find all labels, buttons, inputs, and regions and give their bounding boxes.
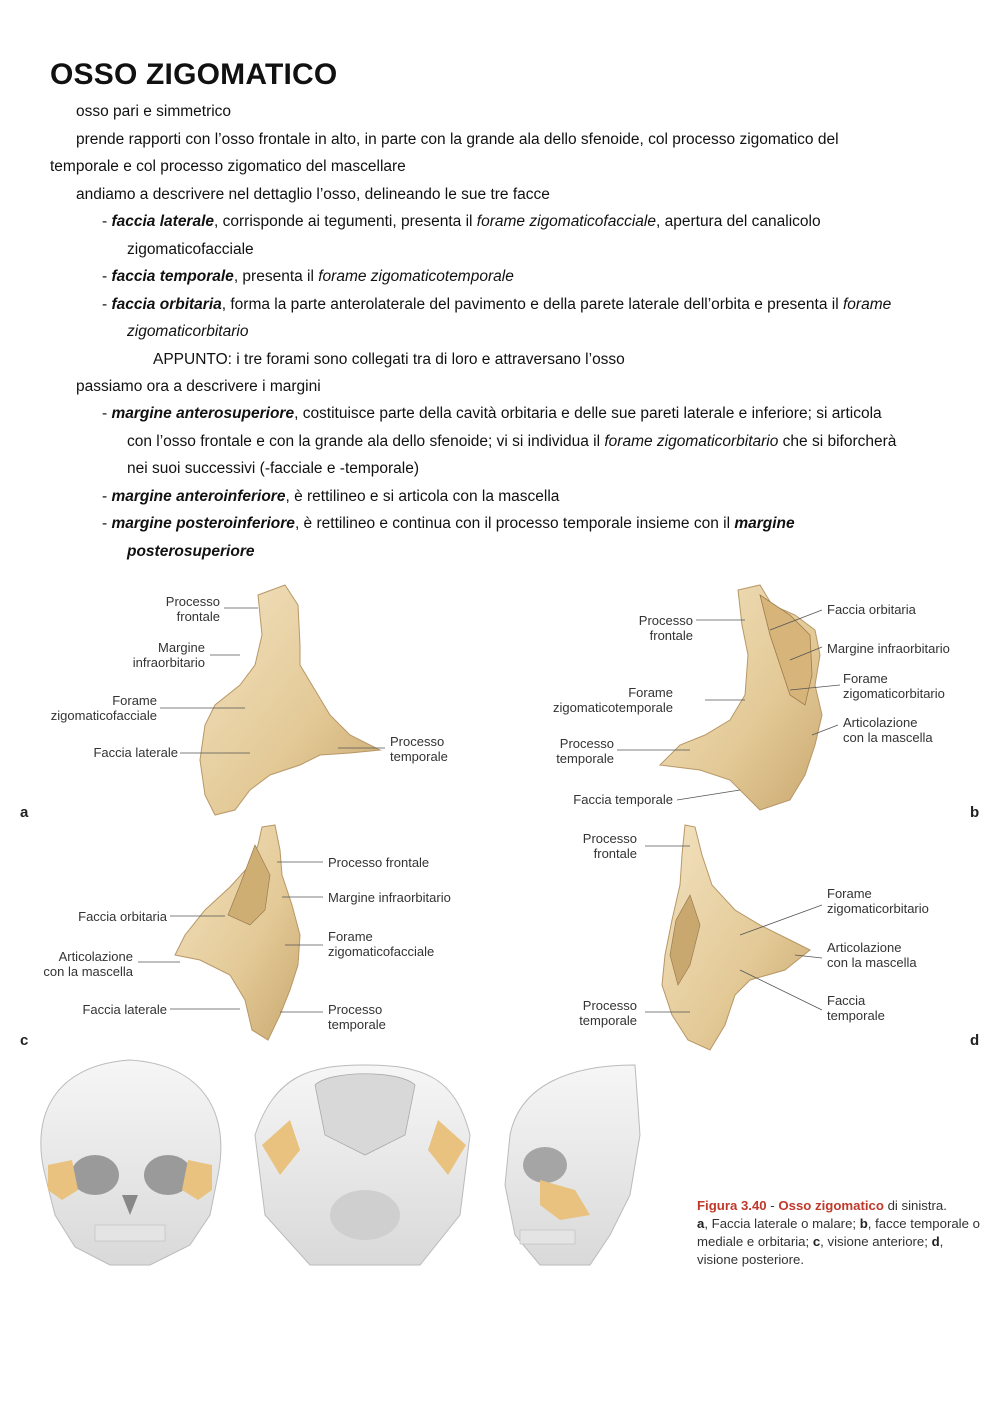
list-item: - faccia temporale, presenta il forame zigomaticotemporale: [102, 268, 514, 285]
label-processo-frontale-2: frontale: [593, 846, 637, 861]
list-item-cont: con l’osso frontale e con la grande ala dello sfenoide; vi si individua il forame zigomaticorbitario che si biforcherà: [127, 433, 897, 450]
label-processo-frontale: Processo: [638, 613, 693, 628]
label-forame-2: zigomaticorbitario: [827, 901, 929, 916]
label-articolazione: Articolazione: [58, 949, 133, 964]
panel-b: [553, 585, 979, 821]
panel-letter-b: b: [970, 804, 980, 821]
label-forame-zt-2: zigomaticotemporale: [553, 700, 673, 715]
figure-caption: Figura 3.40 - Osso zigomatico di sinistra. a, Faccia laterale o malare; b, facce temporale o mediale e orbitaria; c, visione anteriore; d, visione posteriore.: [697, 1198, 980, 1267]
label-articolazione: Articolazione: [827, 940, 902, 955]
label-processo-frontale-2: frontale: [649, 628, 693, 643]
list-item: - faccia laterale, corrisponde ai tegumenti, presenta il forame zigomaticofacciale, apertura del canalicolo: [102, 213, 821, 230]
panel-letter-a: a: [20, 804, 29, 821]
page-title: OSSO ZIGOMATICO: [50, 58, 338, 91]
text-line: prende rapporti con l’osso frontale in alto, in parte con la grande ala dello sfenoide, col processo zigomatico del: [76, 131, 839, 148]
text-line: andiamo a descrivere nel dettaglio l’osso, delineando le sue tre facce: [76, 186, 550, 203]
panel-c: [20, 825, 451, 1049]
label-processo-temporale-2: temporale: [390, 749, 448, 764]
list-item-cont: posterosuperiore: [127, 543, 255, 560]
list-item-cont: zigomaticorbitario: [127, 323, 249, 340]
label-processo-frontale-2: frontale: [176, 609, 220, 624]
label-processo-temporale: Processo: [582, 998, 637, 1013]
panel-letter-c: c: [20, 1032, 29, 1049]
label-faccia: Faccia: [827, 993, 866, 1008]
label-faccia-temporale: Faccia temporale: [573, 792, 673, 807]
list-item: - margine anteroinferiore, è rettilineo e si articola con la mascella: [102, 488, 560, 505]
label-forame: Forame: [328, 929, 373, 944]
label-margine-infraorbitario: Margine infraorbitario: [328, 890, 451, 905]
list-item: - margine anterosuperiore, costituisce parte della cavità orbitaria e delle sue pareti laterale e inferiore; si articola: [102, 405, 882, 422]
label-faccia-orbitaria: Faccia orbitaria: [827, 602, 916, 617]
label-faccia-laterale: Faccia laterale: [82, 1002, 167, 1017]
label-faccia-2: temporale: [827, 1008, 885, 1023]
label-processo-frontale: Processo: [165, 594, 220, 609]
list-item-cont: zigomaticofacciale: [127, 241, 254, 258]
label-articolazione-2: con la mascella: [43, 964, 133, 979]
label-processo-frontale: Processo: [582, 831, 637, 846]
label-forame-2: zigomaticofacciale: [328, 944, 435, 959]
skull-inferior: [255, 1065, 470, 1265]
label-articolazione-2: con la mascella: [843, 730, 933, 745]
label-margine: Margine: [158, 640, 205, 655]
label-faccia-laterale: Faccia laterale: [93, 745, 178, 760]
label-articolazione: Articolazione: [843, 715, 918, 730]
label-forame-zt: Forame: [628, 685, 673, 700]
label-forame: Forame: [112, 693, 157, 708]
label-processo-temporale: Processo: [328, 1002, 383, 1017]
label-forame-2: zigomaticofacciale: [50, 708, 157, 723]
list-item-cont: nei suoi successivi (-facciale e -temporale): [127, 460, 420, 477]
label-processo-temporale-2: temporale: [328, 1017, 386, 1032]
label-margine-infraorbitario: Margine infraorbitario: [827, 641, 950, 656]
text-line: passiamo ora a descrivere i margini: [76, 378, 321, 395]
bone-anterior-view: [175, 825, 300, 1040]
note-line: APPUNTO: i tre forami sono collegati tra di loro e attraversano l’osso: [153, 351, 625, 368]
label-forame-zo: Forame: [843, 671, 888, 686]
label-forame: Forame: [827, 886, 872, 901]
panel-letter-d: d: [970, 1032, 980, 1049]
label-processo-temporale: Processo: [390, 734, 445, 749]
label-processo-temporale-2: temporale: [579, 1013, 637, 1028]
text-line: temporale e col processo zigomatico del mascellare: [50, 158, 406, 175]
label-articolazione-2: con la mascella: [827, 955, 917, 970]
bone-lateral-view: [200, 585, 380, 815]
panel-d: [579, 825, 979, 1050]
list-item: - margine posteroinferiore, è rettilineo e continua con il processo temporale insieme con il margine: [102, 515, 795, 532]
zygomatic-bone-figure: [0, 575, 1000, 1275]
label-processo-frontale: Processo frontale: [328, 855, 430, 870]
label-faccia-orbitaria: Faccia orbitaria: [78, 909, 167, 924]
skull-anterior: [41, 1060, 221, 1265]
label-margine-2: infraorbitario: [132, 655, 205, 670]
skull-lateral: [505, 1065, 640, 1265]
text-line: osso pari e simmetrico: [76, 103, 232, 120]
panel-a: [20, 585, 448, 821]
list-item: - faccia orbitaria, forma la parte anterolaterale del pavimento e della parete laterale dell’orbita e presenta il forame: [102, 296, 892, 313]
label-processo-temporale: Processo: [559, 736, 614, 751]
label-processo-temporale-2: temporale: [556, 751, 614, 766]
label-forame-zo-2: zigomaticorbitario: [843, 686, 945, 701]
